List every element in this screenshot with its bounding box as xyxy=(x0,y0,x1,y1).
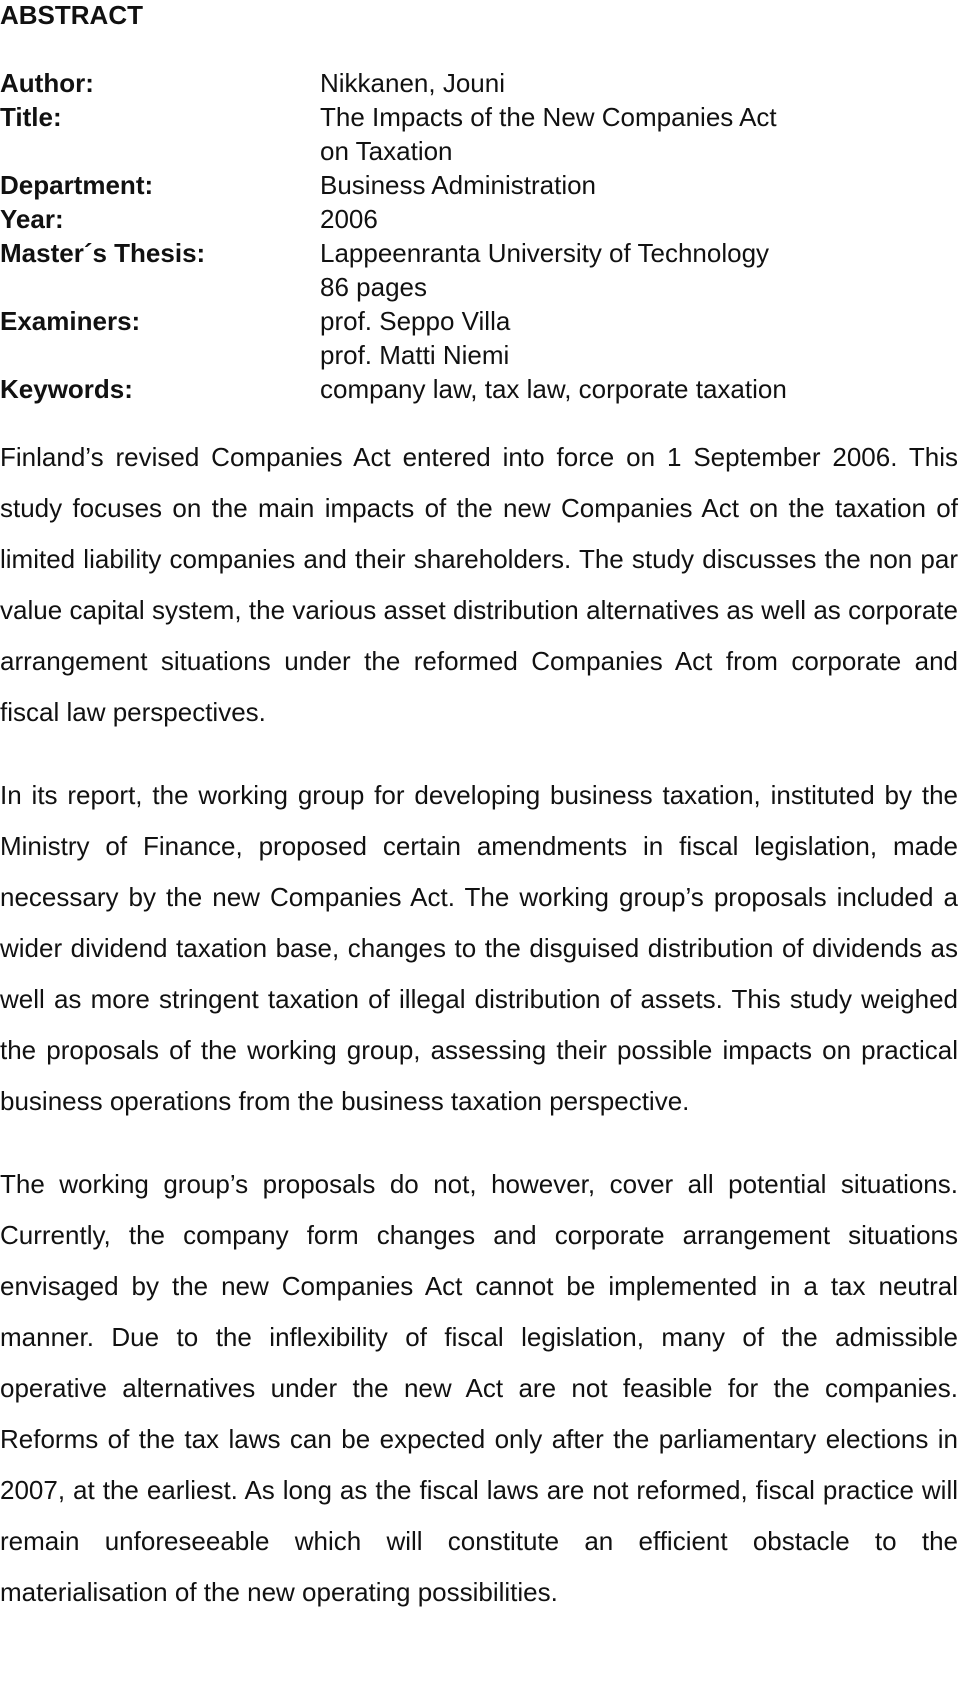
meta-value: company law, tax law, corporate taxation xyxy=(320,374,787,404)
meta-row-title xyxy=(0,100,960,168)
meta-label: Title: xyxy=(0,102,62,132)
meta-row-author xyxy=(0,66,960,100)
meta-row-thesis xyxy=(0,236,960,304)
meta-values xyxy=(320,100,960,168)
meta-value: 2006 xyxy=(320,204,378,234)
meta-value: Lappeenranta University of Technology xyxy=(320,238,770,268)
metadata-table xyxy=(0,66,960,406)
abstract-paragraph: In its report, the working group for developing business taxation, instituted by the Ministry of Finance, proposed certain amendments in fiscal legislation, made necessary by the new Companies Act. The working group’s proposals included a wider dividend taxation base, changes to the disguised distribution of dividends as well as more stringent taxation of illegal distribution of assets. This study weighed the proposals of the working group, assessing their possible impacts on practical business operations from the business taxation perspective. xyxy=(0,780,958,1116)
meta-value: 86 pages xyxy=(320,272,427,302)
meta-values xyxy=(320,168,960,202)
meta-values xyxy=(320,372,960,406)
meta-row-keywords xyxy=(0,372,960,406)
meta-label: Keywords: xyxy=(0,374,133,404)
meta-row-year xyxy=(0,202,960,236)
abstract-paragraph: The working group’s proposals do not, however, cover all potential situations. Currently, the company form changes and corporate arrangement situations envisaged by the new Companies Act cannot be implemented in a tax neutral manner. Due to the inflexibility of fiscal legislation, many of the admissible operative alternatives under the new Act are not feasible for the companies. Reforms of the tax laws can be expected only after the parliamentary elections in 2007, at the earliest. As long as the fiscal laws are not reformed, fiscal practice will remain unforeseeable which will constitute an efficient obstacle to the materialisation of the new operating possibilities. xyxy=(0,1169,958,1607)
meta-label: Year: xyxy=(0,204,64,234)
meta-label: Master´s Thesis: xyxy=(0,238,206,268)
meta-value: Nikkanen, Jouni xyxy=(320,68,505,98)
meta-value: Business Administration xyxy=(320,170,597,200)
meta-values xyxy=(320,236,960,304)
meta-row-examiners xyxy=(0,304,960,372)
meta-label: Examiners: xyxy=(0,306,141,336)
meta-values xyxy=(320,66,960,100)
meta-value: prof. Matti Niemi xyxy=(320,340,510,370)
abstract-paragraph: Finland’s revised Companies Act entered into force on 1 September 2006. This study focuses on the main impacts of the new Companies Act on the taxation of limited liability companies and their shareholders. The study discusses the non par value capital system, the various asset distribution alternatives as well as corporate arrangement situations under the reformed Companies Act from corporate and fiscal law perspectives. xyxy=(0,442,958,727)
meta-row-department xyxy=(0,168,960,202)
meta-value: The Impacts of the New Companies Act xyxy=(320,102,777,132)
meta-label: Department: xyxy=(0,170,154,200)
meta-values xyxy=(320,304,960,372)
abstract-heading: ABSTRACT xyxy=(0,0,143,30)
meta-value: on Taxation xyxy=(320,136,453,166)
meta-label: Author: xyxy=(0,68,94,98)
meta-value: prof. Seppo Villa xyxy=(320,306,511,336)
abstract-body xyxy=(0,432,958,1650)
meta-values xyxy=(320,202,960,236)
